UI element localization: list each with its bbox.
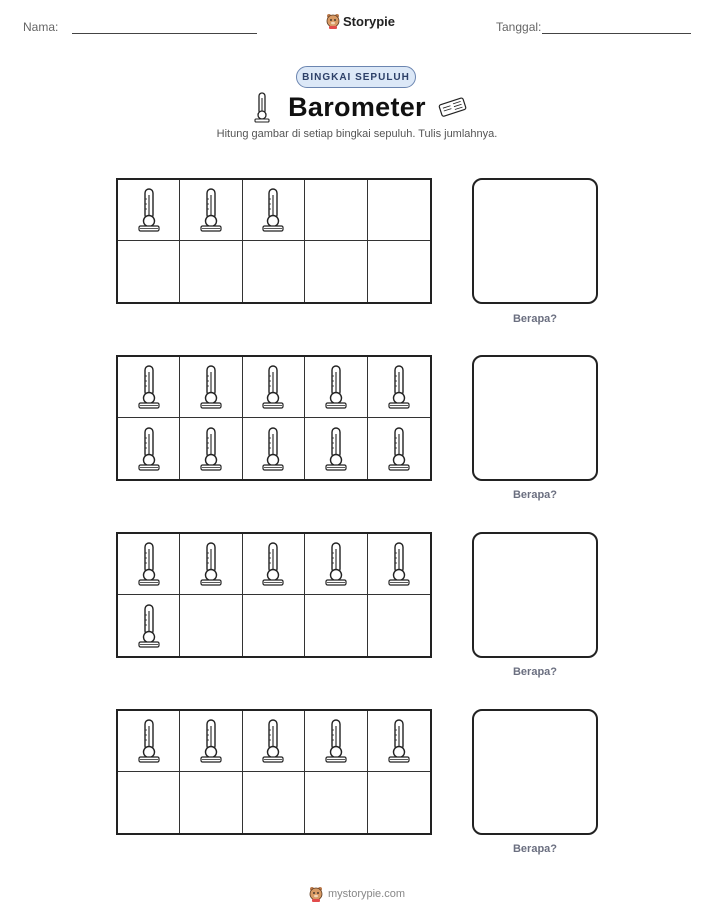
frame-cell bbox=[305, 534, 367, 595]
thermometer-icon bbox=[260, 718, 286, 764]
thermometer-icon bbox=[260, 426, 286, 472]
frame-cell bbox=[368, 534, 430, 595]
thermometer-icon bbox=[386, 718, 412, 764]
thermometer-icon bbox=[198, 718, 224, 764]
frame-cell bbox=[180, 772, 242, 833]
category-badge: BINGKAI SEPULUH bbox=[296, 66, 416, 88]
footer bbox=[0, 886, 714, 902]
frame-cell bbox=[368, 711, 430, 772]
frame-cell bbox=[368, 180, 430, 241]
brand-logo bbox=[326, 13, 395, 29]
answer-box[interactable] bbox=[472, 709, 598, 835]
thermometer-icon bbox=[260, 541, 286, 587]
frame-cell bbox=[368, 241, 430, 302]
frame-cell bbox=[243, 357, 305, 418]
thermometer-icon bbox=[386, 541, 412, 587]
frame-cell bbox=[118, 180, 180, 241]
frame-cell bbox=[118, 241, 180, 302]
ten-frame bbox=[116, 178, 432, 304]
frame-cell bbox=[368, 772, 430, 833]
frame-cell bbox=[243, 711, 305, 772]
frame-cell bbox=[368, 357, 430, 418]
frame-cell bbox=[180, 595, 242, 656]
answer-label: Berapa? bbox=[512, 313, 558, 325]
frame-cell bbox=[180, 180, 242, 241]
frame-cell bbox=[243, 418, 305, 479]
answer-label: Berapa? bbox=[512, 666, 558, 678]
thermometer-icon bbox=[136, 718, 162, 764]
footer-url: mystorypie.com bbox=[327, 888, 406, 900]
name-line[interactable] bbox=[72, 33, 257, 34]
date-label: Tanggal: bbox=[496, 20, 542, 34]
instructions: Hitung gambar di setiap bingkai sepuluh. Tulis jumlahnya. bbox=[216, 128, 498, 140]
ten-frame bbox=[116, 355, 432, 481]
frame-cell bbox=[305, 418, 367, 479]
frame-cell bbox=[243, 180, 305, 241]
frame-cell bbox=[368, 595, 430, 656]
ten-frame bbox=[116, 709, 432, 835]
frame-cell bbox=[368, 418, 430, 479]
answer-label: Berapa? bbox=[512, 843, 558, 855]
thermometer-icon bbox=[136, 187, 162, 233]
frame-cell bbox=[243, 534, 305, 595]
frame-cell bbox=[305, 241, 367, 302]
thermometer-icon bbox=[198, 187, 224, 233]
frame-cell bbox=[180, 357, 242, 418]
thermometer-icon bbox=[136, 364, 162, 410]
frame-cell bbox=[118, 534, 180, 595]
answer-label: Berapa? bbox=[512, 489, 558, 501]
thermometer-icon bbox=[198, 364, 224, 410]
frame-cell bbox=[180, 534, 242, 595]
thermometer-icon bbox=[136, 426, 162, 472]
frame-cell bbox=[180, 241, 242, 302]
frame-cell bbox=[180, 711, 242, 772]
ten-frame bbox=[116, 532, 432, 658]
frame-cell bbox=[305, 772, 367, 833]
date-line[interactable] bbox=[542, 33, 691, 34]
frame-cell bbox=[243, 595, 305, 656]
brand-name: Storypie bbox=[343, 13, 396, 29]
frame-cell bbox=[118, 772, 180, 833]
frame-cell bbox=[305, 180, 367, 241]
name-label: Nama: bbox=[23, 20, 59, 34]
thermometer-icon bbox=[136, 541, 162, 587]
answer-box[interactable] bbox=[472, 178, 598, 304]
storypie-mascot-icon bbox=[309, 886, 323, 902]
thermometer-icon bbox=[323, 426, 349, 472]
frame-cell bbox=[118, 418, 180, 479]
thermometer-icon bbox=[198, 541, 224, 587]
frame-cell bbox=[305, 357, 367, 418]
frame-cell bbox=[180, 418, 242, 479]
thermometer-icon bbox=[323, 364, 349, 410]
thermometer-icon bbox=[260, 187, 286, 233]
thermometer-icon bbox=[386, 426, 412, 472]
barometer-device-icon bbox=[437, 96, 469, 118]
thermometer-icon bbox=[198, 426, 224, 472]
frame-cell bbox=[118, 595, 180, 656]
frame-cell bbox=[118, 711, 180, 772]
frame-cell bbox=[305, 711, 367, 772]
frame-cell bbox=[118, 357, 180, 418]
page-title: Barometer bbox=[288, 92, 426, 122]
frame-cell bbox=[243, 241, 305, 302]
thermometer-icon bbox=[323, 541, 349, 587]
storypie-mascot-icon bbox=[326, 13, 340, 29]
frame-cell bbox=[305, 595, 367, 656]
thermometer-icon bbox=[260, 364, 286, 410]
answer-box[interactable] bbox=[472, 355, 598, 481]
frame-cell bbox=[243, 772, 305, 833]
thermometer-icon bbox=[386, 364, 412, 410]
thermometer-icon bbox=[323, 718, 349, 764]
thermometer-icon bbox=[136, 603, 162, 649]
answer-box[interactable] bbox=[472, 532, 598, 658]
